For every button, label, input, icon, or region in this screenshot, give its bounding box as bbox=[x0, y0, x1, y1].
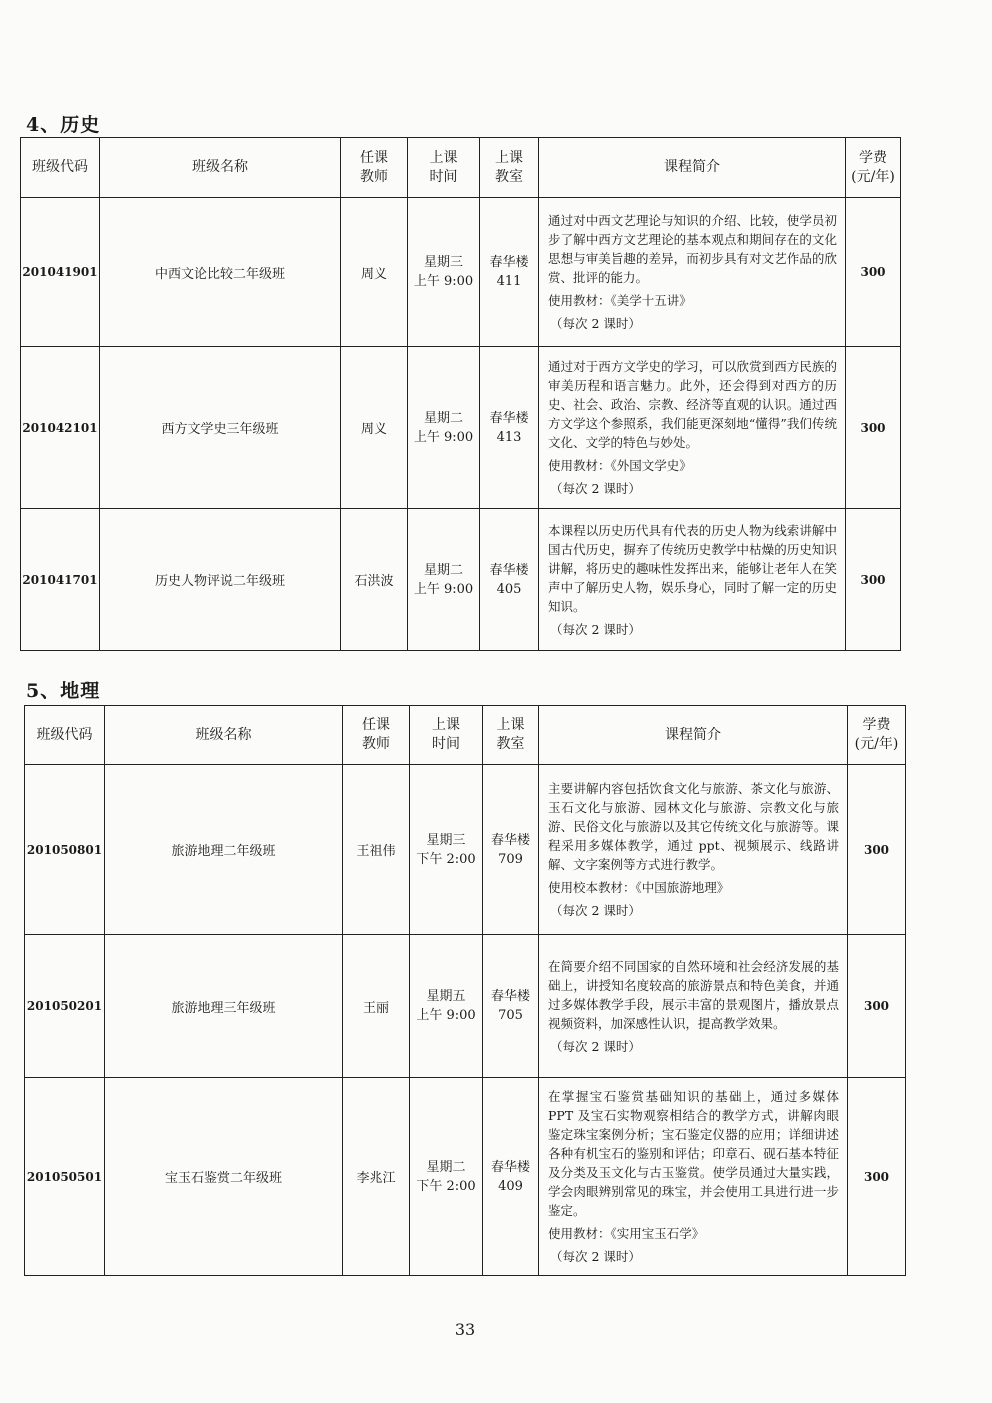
classroom: 春华楼 409 bbox=[483, 1078, 539, 1276]
class-hours: （每次 2 课时） bbox=[550, 903, 641, 918]
class-hours: （每次 2 课时） bbox=[550, 316, 641, 331]
class-hours: （每次 2 课时） bbox=[550, 1249, 641, 1264]
table-row bbox=[21, 198, 901, 347]
table-header-row bbox=[25, 706, 906, 765]
class-time: 星期三 下午 2:00 bbox=[410, 765, 483, 935]
class-code: 201050801 bbox=[25, 765, 105, 935]
header-fee: 学费 (元/年) bbox=[846, 138, 901, 198]
teacher: 石洪波 bbox=[341, 509, 408, 651]
tuition-fee: 300 bbox=[848, 935, 906, 1078]
class-name: 中西文论比较二年级班 bbox=[100, 198, 341, 347]
header-code: 班级代码 bbox=[21, 138, 100, 198]
header-intro: 课程简介 bbox=[539, 138, 846, 198]
header-teacher: 任课 教师 bbox=[341, 138, 408, 198]
course-intro bbox=[539, 935, 848, 1078]
class-name: 西方文学史三年级班 bbox=[100, 347, 341, 509]
textbook: 使用教材：《实用宝玉石学》 bbox=[548, 1226, 705, 1241]
class-time: 星期二 上午 9:00 bbox=[408, 347, 480, 509]
intro-text: 主要讲解内容包括饮食文化与旅游、茶文化与旅游、玉石文化与旅游、园林文化与旅游、宗教文化与旅游、民俗文化与旅游以及其它传统文化与旅游等。课程采用多媒体教学，通过 ppt、视频展示、线路讲解、文字案例等方式进行教学。 bbox=[548, 781, 839, 872]
class-code: 201041701 bbox=[21, 509, 100, 651]
teacher: 王祖伟 bbox=[343, 765, 410, 935]
intro-text: 在简要介绍不同国家的自然环境和社会经济发展的基础上，讲授知名度较高的旅游景点和特色美食，并通过多媒体教学手段，展示丰富的景观图片，播放景点视频资料，加深感性认识，提高教学效果。 bbox=[548, 958, 839, 1031]
class-hours: （每次 2 课时） bbox=[550, 621, 641, 637]
header-teacher: 任课 教师 bbox=[343, 706, 410, 765]
header-fee: 学费 (元/年) bbox=[848, 706, 906, 765]
header-intro: 课程简介 bbox=[539, 706, 848, 765]
intro-text: 通过对中西文艺理论与知识的介绍、比较，使学员初步了解中西方文艺理论的基本观点和期间存在的文化思想与审美旨趣的差异，而初步具有对文艺作品的欣赏、批评的能力。 bbox=[548, 213, 837, 285]
class-hours: （每次 2 课时） bbox=[550, 481, 641, 496]
classroom: 春华楼 405 bbox=[480, 509, 539, 651]
header-room: 上课 教室 bbox=[480, 138, 539, 198]
table-row bbox=[25, 765, 906, 935]
course-intro bbox=[539, 509, 846, 651]
course-intro bbox=[539, 198, 846, 347]
textbook: 使用教材：《外国文学史》 bbox=[548, 458, 692, 473]
class-code: 201050201 bbox=[25, 935, 105, 1078]
section-title-geography: 5、地理 bbox=[26, 680, 101, 702]
tuition-fee: 300 bbox=[848, 765, 906, 935]
class-code: 201050501 bbox=[25, 1078, 105, 1276]
tuition-fee: 300 bbox=[848, 1078, 906, 1276]
class-code: 201042101 bbox=[21, 347, 100, 509]
class-time: 星期二 上午 9:00 bbox=[408, 509, 480, 651]
classroom: 春华楼 411 bbox=[480, 198, 539, 347]
teacher: 周义 bbox=[341, 347, 408, 509]
textbook: 使用校本教材：《中国旅游地理》 bbox=[548, 880, 730, 895]
history-course-table bbox=[20, 137, 901, 651]
teacher: 王丽 bbox=[343, 935, 410, 1078]
classroom: 春华楼 709 bbox=[483, 765, 539, 935]
header-code: 班级代码 bbox=[25, 706, 105, 765]
class-name: 宝玉石鉴赏二年级班 bbox=[105, 1078, 343, 1276]
classroom: 春华楼 705 bbox=[483, 935, 539, 1078]
course-intro bbox=[539, 347, 846, 509]
section-title-history: 4、历史 bbox=[26, 114, 101, 136]
class-name: 旅游地理二年级班 bbox=[105, 765, 343, 935]
header-name: 班级名称 bbox=[105, 706, 343, 765]
class-hours: （每次 2 课时） bbox=[550, 1038, 641, 1054]
class-code: 201041901 bbox=[21, 198, 100, 347]
teacher: 周义 bbox=[341, 198, 408, 347]
table-row bbox=[21, 509, 901, 651]
geography-course-table bbox=[24, 705, 906, 1276]
tuition-fee: 300 bbox=[846, 198, 901, 347]
table-row bbox=[25, 935, 906, 1078]
table-row bbox=[25, 1078, 906, 1276]
class-time: 星期五 上午 9:00 bbox=[410, 935, 483, 1078]
intro-text: 本课程以历史历代具有代表的历史人物为线索讲解中国古代历史，摒弃了传统历史教学中枯燥的历史知识讲解，将历史的趣味性发挥出来，能够让老年人在笑声中了解历史人物，娱乐身心，同时了解一定的历史知识。 bbox=[548, 522, 837, 614]
intro-text: 在掌握宝石鉴赏基础知识的基础上，通过多媒体 PPT 及宝石实物观察相结合的教学方式，讲解肉眼鉴定珠宝案例分析；宝石鉴定仪器的应用；详细讲述各种有机宝石的鉴别和评估；印章石、砚石基本特征及分类及玉文化与古玉鉴赏。使学员通过大量实践，学会肉眼辨别常见的珠宝，并会使用工具进行进一步鉴定。 bbox=[548, 1089, 839, 1218]
course-intro bbox=[539, 1078, 848, 1276]
page-number: 33 bbox=[454, 1320, 476, 1339]
header-time: 上课 时间 bbox=[410, 706, 483, 765]
class-name: 历史人物评说二年级班 bbox=[100, 509, 341, 651]
header-room: 上课 教室 bbox=[483, 706, 539, 765]
header-time: 上课 时间 bbox=[408, 138, 480, 198]
tuition-fee: 300 bbox=[846, 509, 901, 651]
classroom: 春华楼 413 bbox=[480, 347, 539, 509]
table-row bbox=[21, 347, 901, 509]
teacher: 李兆江 bbox=[343, 1078, 410, 1276]
table-header-row bbox=[21, 138, 901, 198]
header-name: 班级名称 bbox=[100, 138, 341, 198]
class-name: 旅游地理三年级班 bbox=[105, 935, 343, 1078]
textbook: 使用教材：《美学十五讲》 bbox=[548, 293, 692, 308]
class-time: 星期三 上午 9:00 bbox=[408, 198, 480, 347]
course-intro bbox=[539, 765, 848, 935]
class-time: 星期二 下午 2:00 bbox=[410, 1078, 483, 1276]
tuition-fee: 300 bbox=[846, 347, 901, 509]
intro-text: 通过对于西方文学史的学习，可以欣赏到西方民族的审美历程和语言魅力。此外，还会得到对西方的历史、社会、政治、宗教、经济等直观的认识。通过西方文学这个参照系，我们能更深刻地“懂得”我们传统文化、文学的特色与妙处。 bbox=[548, 359, 837, 450]
